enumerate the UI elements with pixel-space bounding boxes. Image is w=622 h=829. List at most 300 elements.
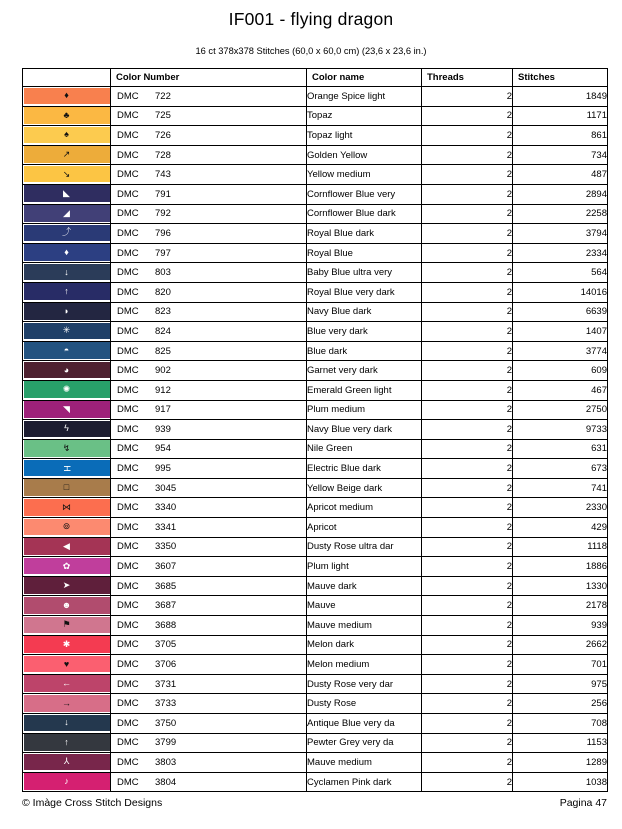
color-number: 791 xyxy=(155,188,171,200)
color-table-body xyxy=(23,87,608,792)
color-number-cell xyxy=(111,616,307,636)
stitch-symbol-icon: ↘ xyxy=(62,168,71,179)
color-name-cell: Cyclamen Pink dark xyxy=(307,772,422,792)
table-row xyxy=(23,302,608,322)
swatch-cell xyxy=(23,478,111,498)
threads-cell: 2 xyxy=(422,263,513,283)
threads-cell: 2 xyxy=(422,596,513,616)
color-name-cell: Topaz light xyxy=(307,126,422,146)
threads-cell: 2 xyxy=(422,87,513,107)
color-swatch xyxy=(24,381,110,398)
stitches-cell: 9733 xyxy=(513,420,608,440)
stitch-symbol-icon: → xyxy=(62,697,71,708)
color-number-wrap xyxy=(111,714,306,733)
swatch-cell xyxy=(23,145,111,165)
table-row xyxy=(23,145,608,165)
threads-cell: 2 xyxy=(422,772,513,792)
color-number-cell xyxy=(111,557,307,577)
color-name-cell: Orange Spice light xyxy=(307,87,422,107)
color-number: 917 xyxy=(155,404,171,416)
color-number: 3341 xyxy=(155,521,177,533)
color-swatch xyxy=(24,205,110,222)
stitches-cell: 3794 xyxy=(513,224,608,244)
threads-cell: 2 xyxy=(422,282,513,302)
color-number-cell xyxy=(111,714,307,734)
swatch-cell xyxy=(23,322,111,342)
swatch-cell xyxy=(23,361,111,381)
color-number-wrap xyxy=(111,165,306,184)
color-number-wrap xyxy=(111,734,306,753)
stitch-symbol-icon: ↓ xyxy=(64,266,69,277)
stitches-cell: 939 xyxy=(513,616,608,636)
brand-label: DMC xyxy=(117,678,139,690)
color-name-cell: Baby Blue ultra very xyxy=(307,263,422,283)
stitches-cell: 673 xyxy=(513,459,608,479)
brand-label: DMC xyxy=(117,267,139,279)
floss-color-table xyxy=(22,68,608,792)
color-name-cell: Golden Yellow xyxy=(307,145,422,165)
brand-label: DMC xyxy=(117,717,139,729)
brand-label: DMC xyxy=(117,208,139,220)
color-number-wrap xyxy=(111,361,306,380)
color-name-cell: Emerald Green light xyxy=(307,380,422,400)
color-number: 3688 xyxy=(155,619,177,631)
color-number-cell xyxy=(111,518,307,538)
header-stitches: Stitches xyxy=(513,69,608,87)
color-number-wrap xyxy=(111,420,306,439)
table-row xyxy=(23,714,608,734)
color-number: 823 xyxy=(155,306,171,318)
swatch-cell xyxy=(23,616,111,636)
color-number-wrap xyxy=(111,753,306,772)
swatch-cell xyxy=(23,126,111,146)
stitches-cell: 467 xyxy=(513,380,608,400)
brand-label: DMC xyxy=(117,247,139,259)
color-swatch xyxy=(24,636,110,653)
color-name-cell: Topaz xyxy=(307,106,422,126)
threads-cell: 2 xyxy=(422,204,513,224)
stitch-symbol-icon: ⋈ xyxy=(62,501,71,512)
color-number-wrap xyxy=(111,126,306,145)
color-number: 3799 xyxy=(155,737,177,749)
color-name-cell: Mauve xyxy=(307,596,422,616)
color-swatch xyxy=(24,617,110,634)
table-row xyxy=(23,361,608,381)
threads-cell: 2 xyxy=(422,459,513,479)
brand-label: DMC xyxy=(117,561,139,573)
table-row xyxy=(23,341,608,361)
color-swatch xyxy=(24,440,110,457)
color-name-cell: Royal Blue xyxy=(307,243,422,263)
color-number-cell xyxy=(111,106,307,126)
color-name-cell: Royal Blue very dark xyxy=(307,282,422,302)
color-number-wrap xyxy=(111,479,306,498)
color-number-cell xyxy=(111,361,307,381)
swatch-cell xyxy=(23,714,111,734)
color-number: 722 xyxy=(155,90,171,102)
stitch-symbol-icon: ↑ xyxy=(64,286,69,297)
color-number: 796 xyxy=(155,227,171,239)
header-color-number: Color Number xyxy=(111,69,307,87)
color-number-cell xyxy=(111,243,307,263)
color-swatch xyxy=(24,283,110,300)
color-number: 3750 xyxy=(155,717,177,729)
color-number: 3731 xyxy=(155,678,177,690)
brand-label: DMC xyxy=(117,443,139,455)
threads-cell: 2 xyxy=(422,106,513,126)
color-name-cell: Nile Green xyxy=(307,439,422,459)
header-threads: Threads xyxy=(422,69,513,87)
page-footer xyxy=(22,797,607,809)
color-number: 725 xyxy=(155,110,171,122)
stitch-symbol-icon: ◗ xyxy=(63,305,70,316)
color-name-cell: Dusty Rose xyxy=(307,694,422,714)
threads-cell: 2 xyxy=(422,714,513,734)
stitch-symbol-icon: ♥ xyxy=(63,658,70,669)
stitch-symbol-icon: ⚑ xyxy=(62,619,71,630)
table-row xyxy=(23,400,608,420)
color-swatch xyxy=(24,597,110,614)
color-number-wrap xyxy=(111,694,306,713)
color-number-cell xyxy=(111,674,307,694)
color-number: 3685 xyxy=(155,580,177,592)
color-name-cell: Navy Blue dark xyxy=(307,302,422,322)
swatch-cell xyxy=(23,772,111,792)
table-row xyxy=(23,478,608,498)
swatch-cell xyxy=(23,596,111,616)
color-number-cell xyxy=(111,498,307,518)
color-swatch xyxy=(24,675,110,692)
color-swatch xyxy=(24,401,110,418)
stitch-symbol-icon: ↑ xyxy=(64,736,69,747)
color-number-wrap xyxy=(111,440,306,459)
threads-cell: 2 xyxy=(422,576,513,596)
threads-cell: 2 xyxy=(422,145,513,165)
stitches-cell: 708 xyxy=(513,714,608,734)
stitch-symbol-icon: ⤴ xyxy=(61,227,71,238)
brand-label: DMC xyxy=(117,502,139,514)
stitch-symbol-icon: ✿ xyxy=(62,560,71,571)
swatch-cell xyxy=(23,204,111,224)
color-name-cell: Yellow medium xyxy=(307,165,422,185)
color-swatch xyxy=(24,421,110,438)
swatch-cell xyxy=(23,733,111,753)
color-number: 939 xyxy=(155,423,171,435)
color-number-wrap xyxy=(111,401,306,420)
swatch-cell xyxy=(23,420,111,440)
color-number: 3733 xyxy=(155,698,177,710)
color-swatch xyxy=(24,107,110,124)
threads-cell: 2 xyxy=(422,518,513,538)
color-name-cell: Garnet very dark xyxy=(307,361,422,381)
swatch-cell xyxy=(23,537,111,557)
swatch-cell xyxy=(23,400,111,420)
color-number-cell xyxy=(111,380,307,400)
swatch-cell xyxy=(23,557,111,577)
color-number: 726 xyxy=(155,129,171,141)
color-name-cell: Melon dark xyxy=(307,635,422,655)
color-swatch xyxy=(24,538,110,555)
color-number-cell xyxy=(111,224,307,244)
color-swatch xyxy=(24,323,110,340)
color-number-wrap xyxy=(111,518,306,537)
stitch-symbol-icon: ♠ xyxy=(64,129,69,140)
color-number-cell xyxy=(111,420,307,440)
table-row xyxy=(23,282,608,302)
color-swatch xyxy=(24,146,110,163)
brand-label: DMC xyxy=(117,580,139,592)
color-number: 743 xyxy=(155,169,171,181)
color-number-cell xyxy=(111,459,307,479)
color-swatch xyxy=(24,166,110,183)
stitch-symbol-icon: ✺ xyxy=(62,384,71,395)
table-row xyxy=(23,263,608,283)
swatch-cell xyxy=(23,263,111,283)
copyright-text: © Imàge Cross Stitch Designs xyxy=(22,797,163,810)
brand-label: DMC xyxy=(117,463,139,475)
color-name-cell: Cornflower Blue dark xyxy=(307,204,422,224)
color-number: 912 xyxy=(155,384,171,396)
pattern-dimensions: 16 ct 378x378 Stitches (60,0 x 60,0 cm) (23,6 x 23,6 in.) xyxy=(195,46,427,56)
brand-label: DMC xyxy=(117,521,139,533)
color-name-cell: Navy Blue very dark xyxy=(307,420,422,440)
color-number: 3705 xyxy=(155,639,177,651)
swatch-cell xyxy=(23,341,111,361)
stitch-symbol-icon: ↓ xyxy=(64,717,69,728)
color-number-cell xyxy=(111,184,307,204)
table-row xyxy=(23,459,608,479)
stitches-cell: 6639 xyxy=(513,302,608,322)
color-number: 3350 xyxy=(155,541,177,553)
table-row xyxy=(23,204,608,224)
stitches-cell: 2894 xyxy=(513,184,608,204)
stitch-symbol-icon: ◓ xyxy=(63,345,70,356)
threads-cell: 2 xyxy=(422,322,513,342)
color-number-cell xyxy=(111,733,307,753)
color-swatch xyxy=(24,303,110,320)
swatch-cell xyxy=(23,655,111,675)
header-symbol xyxy=(23,69,111,87)
threads-cell: 2 xyxy=(422,400,513,420)
brand-label: DMC xyxy=(117,345,139,357)
color-number: 3045 xyxy=(155,482,177,494)
stitches-cell: 429 xyxy=(513,518,608,538)
stitch-symbol-icon: ♦ xyxy=(64,247,69,258)
color-number-cell xyxy=(111,576,307,596)
color-swatch xyxy=(24,460,110,477)
stitch-symbol-icon: ♪ xyxy=(64,776,69,787)
swatch-cell xyxy=(23,184,111,204)
brand-label: DMC xyxy=(117,482,139,494)
table-row xyxy=(23,733,608,753)
color-name-cell: Dusty Rose ultra dar xyxy=(307,537,422,557)
color-number-wrap xyxy=(111,577,306,596)
color-number-cell xyxy=(111,165,307,185)
color-number-cell xyxy=(111,753,307,773)
swatch-cell xyxy=(23,635,111,655)
stitches-cell: 1038 xyxy=(513,772,608,792)
color-name-cell: Plum light xyxy=(307,557,422,577)
swatch-cell xyxy=(23,302,111,322)
color-number-cell xyxy=(111,596,307,616)
color-number-wrap xyxy=(111,459,306,478)
table-row xyxy=(23,576,608,596)
threads-cell: 2 xyxy=(422,498,513,518)
color-number-cell xyxy=(111,635,307,655)
stitches-cell: 3774 xyxy=(513,341,608,361)
color-number-cell xyxy=(111,126,307,146)
stitch-symbol-icon: ← xyxy=(62,678,71,689)
table-row xyxy=(23,557,608,577)
threads-cell: 2 xyxy=(422,537,513,557)
swatch-cell xyxy=(23,380,111,400)
color-number-wrap xyxy=(111,675,306,694)
color-number-wrap xyxy=(111,263,306,282)
table-row xyxy=(23,224,608,244)
color-number-wrap xyxy=(111,322,306,341)
color-number-wrap xyxy=(111,185,306,204)
swatch-cell xyxy=(23,674,111,694)
color-name-cell: Melon medium xyxy=(307,655,422,675)
color-number-wrap xyxy=(111,616,306,635)
brand-label: DMC xyxy=(117,600,139,612)
color-number: 995 xyxy=(155,463,171,475)
brand-label: DMC xyxy=(117,365,139,377)
brand-label: DMC xyxy=(117,325,139,337)
table-row xyxy=(23,596,608,616)
stitch-symbol-icon: ↯ xyxy=(62,442,71,453)
color-number-wrap xyxy=(111,224,306,243)
stitches-cell: 1289 xyxy=(513,753,608,773)
threads-cell: 2 xyxy=(422,126,513,146)
stitches-cell: 2258 xyxy=(513,204,608,224)
stitches-cell: 256 xyxy=(513,694,608,714)
color-number-cell xyxy=(111,282,307,302)
stitches-cell: 1330 xyxy=(513,576,608,596)
stitches-cell: 1407 xyxy=(513,322,608,342)
color-number-wrap xyxy=(111,283,306,302)
stitch-symbol-icon: ↗ xyxy=(62,149,71,160)
stitches-cell: 1171 xyxy=(513,106,608,126)
brand-label: DMC xyxy=(117,756,139,768)
brand-label: DMC xyxy=(117,227,139,239)
color-number-wrap xyxy=(111,538,306,557)
brand-label: DMC xyxy=(117,306,139,318)
brand-label: DMC xyxy=(117,541,139,553)
table-row xyxy=(23,694,608,714)
table-row xyxy=(23,616,608,636)
brand-label: DMC xyxy=(117,404,139,416)
stitch-symbol-icon: ☻ xyxy=(61,599,72,610)
color-number: 3340 xyxy=(155,502,177,514)
color-name-cell: Cornflower Blue very xyxy=(307,184,422,204)
color-swatch xyxy=(24,577,110,594)
stitches-cell: 487 xyxy=(513,165,608,185)
stitch-symbol-icon: ⅄ xyxy=(63,756,70,767)
color-number-cell xyxy=(111,204,307,224)
table-header-row xyxy=(23,69,608,87)
table-row xyxy=(23,635,608,655)
color-number: 954 xyxy=(155,443,171,455)
brand-label: DMC xyxy=(117,188,139,200)
color-number-wrap xyxy=(111,146,306,165)
stitches-cell: 14016 xyxy=(513,282,608,302)
color-swatch xyxy=(24,185,110,202)
color-swatch xyxy=(24,499,110,516)
color-swatch xyxy=(24,656,110,673)
color-name-cell: Blue very dark xyxy=(307,322,422,342)
color-number-wrap xyxy=(111,303,306,322)
table-row xyxy=(23,126,608,146)
table-row xyxy=(23,165,608,185)
stitch-symbol-icon: ◥ xyxy=(63,403,70,414)
stitches-cell: 564 xyxy=(513,263,608,283)
brand-label: DMC xyxy=(117,698,139,710)
table-row xyxy=(23,106,608,126)
stitches-cell: 2750 xyxy=(513,400,608,420)
table-row xyxy=(23,87,608,107)
color-number: 3607 xyxy=(155,561,177,573)
color-number: 3804 xyxy=(155,776,177,788)
stitch-symbol-icon: ◕ xyxy=(63,364,70,375)
stitch-symbol-icon: ◢ xyxy=(63,207,70,218)
color-swatch xyxy=(24,695,110,712)
stitches-cell: 2330 xyxy=(513,498,608,518)
color-number: 825 xyxy=(155,345,171,357)
swatch-cell xyxy=(23,498,111,518)
brand-label: DMC xyxy=(117,129,139,141)
stitch-symbol-icon: ⊚ xyxy=(62,521,71,532)
color-number-cell xyxy=(111,655,307,675)
color-number: 3706 xyxy=(155,659,177,671)
color-number: 820 xyxy=(155,286,171,298)
color-name-cell: Plum medium xyxy=(307,400,422,420)
color-number-cell xyxy=(111,341,307,361)
stitches-cell: 2334 xyxy=(513,243,608,263)
color-swatch xyxy=(24,264,110,281)
color-name-cell: Apricot medium xyxy=(307,498,422,518)
brand-label: DMC xyxy=(117,90,139,102)
swatch-cell xyxy=(23,753,111,773)
color-number-cell xyxy=(111,263,307,283)
brand-label: DMC xyxy=(117,619,139,631)
color-swatch xyxy=(24,754,110,771)
threads-cell: 2 xyxy=(422,635,513,655)
color-swatch xyxy=(24,734,110,751)
color-swatch xyxy=(24,479,110,496)
table-row xyxy=(23,518,608,538)
threads-cell: 2 xyxy=(422,557,513,577)
brand-label: DMC xyxy=(117,384,139,396)
color-number-wrap xyxy=(111,205,306,224)
threads-cell: 2 xyxy=(422,341,513,361)
stitches-cell: 1118 xyxy=(513,537,608,557)
color-name-cell: Yellow Beige dark xyxy=(307,478,422,498)
stitches-cell: 609 xyxy=(513,361,608,381)
table-row xyxy=(23,243,608,263)
stitches-cell: 1849 xyxy=(513,87,608,107)
color-swatch xyxy=(24,225,110,242)
threads-cell: 2 xyxy=(422,655,513,675)
swatch-cell xyxy=(23,224,111,244)
stitches-cell: 2178 xyxy=(513,596,608,616)
color-number: 728 xyxy=(155,149,171,161)
color-number: 803 xyxy=(155,267,171,279)
color-number: 902 xyxy=(155,365,171,377)
color-number-wrap xyxy=(111,381,306,400)
page-title: IF001 - flying dragon xyxy=(228,9,394,29)
threads-cell: 2 xyxy=(422,694,513,714)
